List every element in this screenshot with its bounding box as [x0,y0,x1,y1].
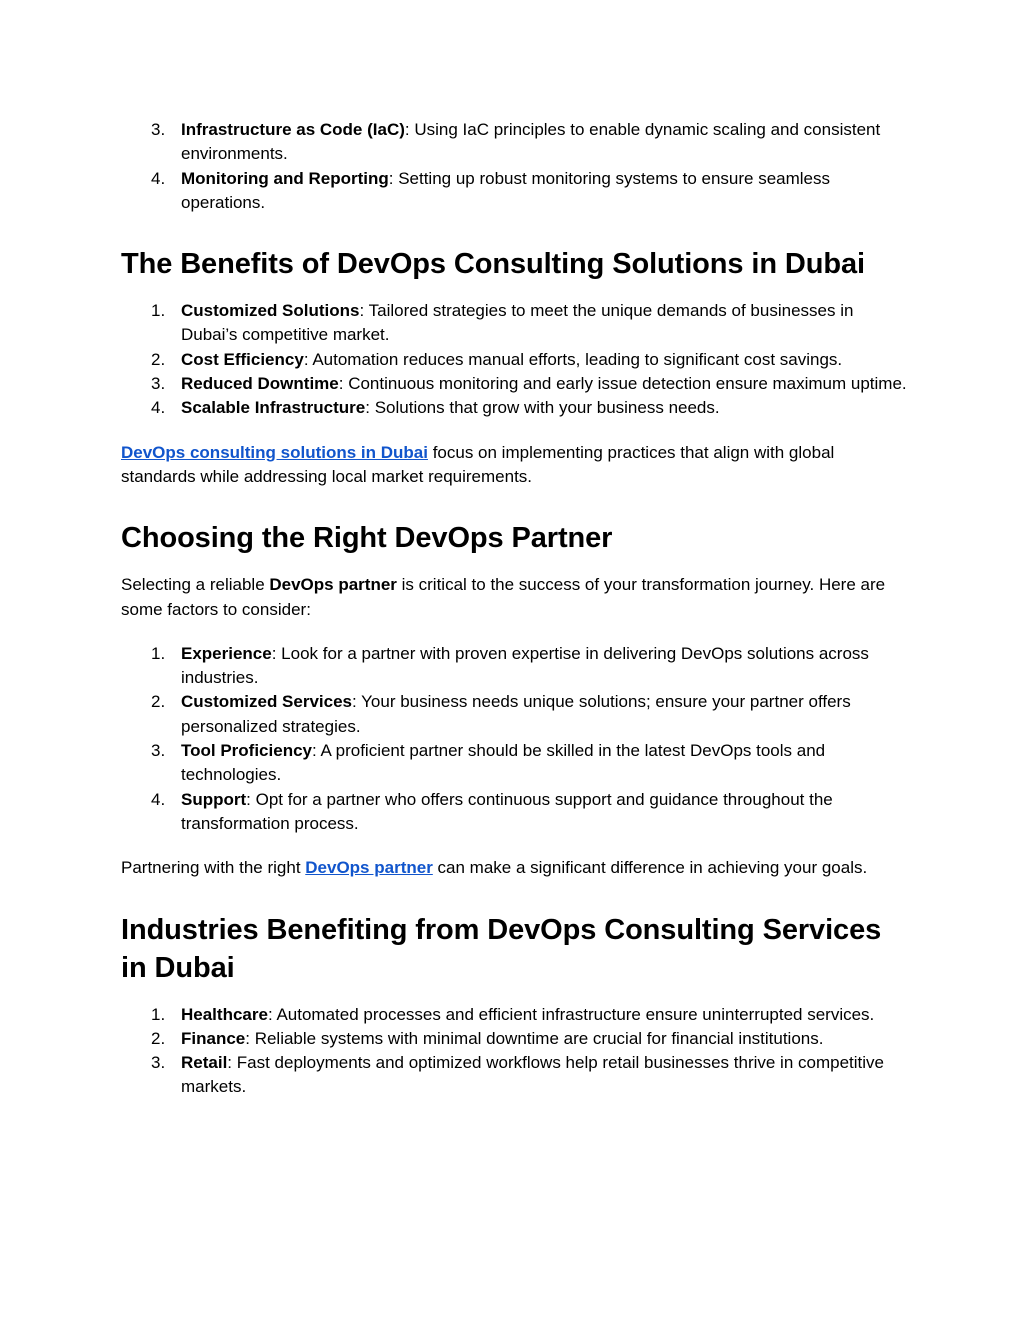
list-item [121,788,911,837]
list-text: : Automation reduces manual efforts, leading to significant cost savings. [303,349,843,369]
paragraph-benefits [121,441,911,490]
link-devops-consulting-solutions[interactable]: DevOps consulting solutions in Dubai [121,442,428,462]
document-page [121,118,911,1100]
paragraph-partner-intro [121,573,911,622]
list-number: 4. [151,168,166,188]
heading-benefits: The Benefits of DevOps Consulting Solutions in Dubai [121,248,865,281]
list-item [121,118,911,167]
list-item [121,739,911,788]
list-text: : Using IaC principles to enable dynamic scaling and consistent environments. [181,120,881,164]
list-benefits [121,299,911,420]
list-term: Reduced Downtime [181,374,339,394]
list-text: : A proficient partner should be skilled in the latest DevOps tools and technologies. [181,741,826,785]
list-number: 4. [151,398,166,418]
list-text: : Fast deployments and optimized workflows help retail businesses thrive in competitive markets. [181,1053,884,1097]
paragraph-text: Selecting a reliable [121,575,270,595]
heading-partner: Choosing the Right DevOps Partner [121,522,613,555]
paragraph-text: focus on implementing practices that align with global standards while addressing local market requirements. [121,442,835,486]
list-number: 1. [151,643,166,663]
list-text: : Your business needs unique solutions; ensure your partner offers personalized strategies. [181,692,851,736]
list-term: Finance [181,1028,246,1048]
link-devops-partner[interactable]: DevOps partner [305,858,433,878]
list-number: 4. [151,789,166,809]
paragraph-partner-outro [121,856,911,880]
list-number: 2. [151,349,166,369]
list-term: Support [181,789,247,809]
list-term: Customized Services [181,692,353,712]
list-number: 2. [151,1028,166,1048]
list-text: : Tailored strategies to meet the unique demands of businesses in Dubai’s competitive market. [181,301,854,345]
list-term: Tool Proficiency [181,741,312,761]
list-number: 3. [151,741,166,761]
list-term: Monitoring and Reporting [181,168,389,188]
list-item [121,642,911,691]
list-number: 2. [151,692,166,712]
list-term: Customized Solutions [181,301,360,321]
list-item [121,396,911,420]
list-number: 3. [151,120,166,139]
list-text: : Look for a partner with proven expertise in delivering DevOps solutions across industries. [181,643,869,688]
list-term: Experience [181,643,272,663]
heading-industries: Industries Benefiting from DevOps Consulting Services in Dubai [121,913,882,984]
paragraph-text: Partnering with the right [121,858,306,878]
list-term: Infrastructure as Code (IaC) [181,120,405,139]
list-item [121,690,911,739]
list-term: Scalable Infrastructure [181,398,366,418]
list-item [121,167,911,216]
list-item [121,1027,911,1051]
list-number: 1. [151,1004,166,1024]
paragraph-text: is critical to the success of your transformation journey. Here are some factors to consider: [121,575,886,619]
list-text: : Reliable systems with minimal downtime are crucial for financial institutions. [245,1028,824,1048]
list-number: 3. [151,1053,166,1073]
list-text: : Setting up robust monitoring systems to ensure seamless operations. [181,168,831,212]
list-text: : Automated processes and efficient infrastructure ensure uninterrupted services. [267,1004,875,1024]
list-term: Retail [181,1053,228,1073]
list-item [121,372,911,396]
list-text: : Solutions that grow with your business needs. [365,398,720,418]
list-text: : Continuous monitoring and early issue detection ensure maximum uptime. [338,374,907,394]
list-number: 1. [151,301,166,321]
list-partner-factors [121,642,911,836]
list-term: Healthcare [181,1004,268,1024]
list-item [121,299,911,348]
list-text: : Opt for a partner who offers continuous support and guidance throughout the transformation process. [181,789,833,833]
list-item [121,1051,911,1100]
list-industries [121,1003,911,1100]
list-item [121,348,911,372]
paragraph-bold: DevOps partner [269,575,397,595]
paragraph-text: can make a significant difference in achieving your goals. [432,858,868,878]
list-number: 3. [151,374,166,394]
list-term: Cost Efficiency [181,349,304,369]
list-item [121,1003,911,1027]
list-top [121,118,911,215]
